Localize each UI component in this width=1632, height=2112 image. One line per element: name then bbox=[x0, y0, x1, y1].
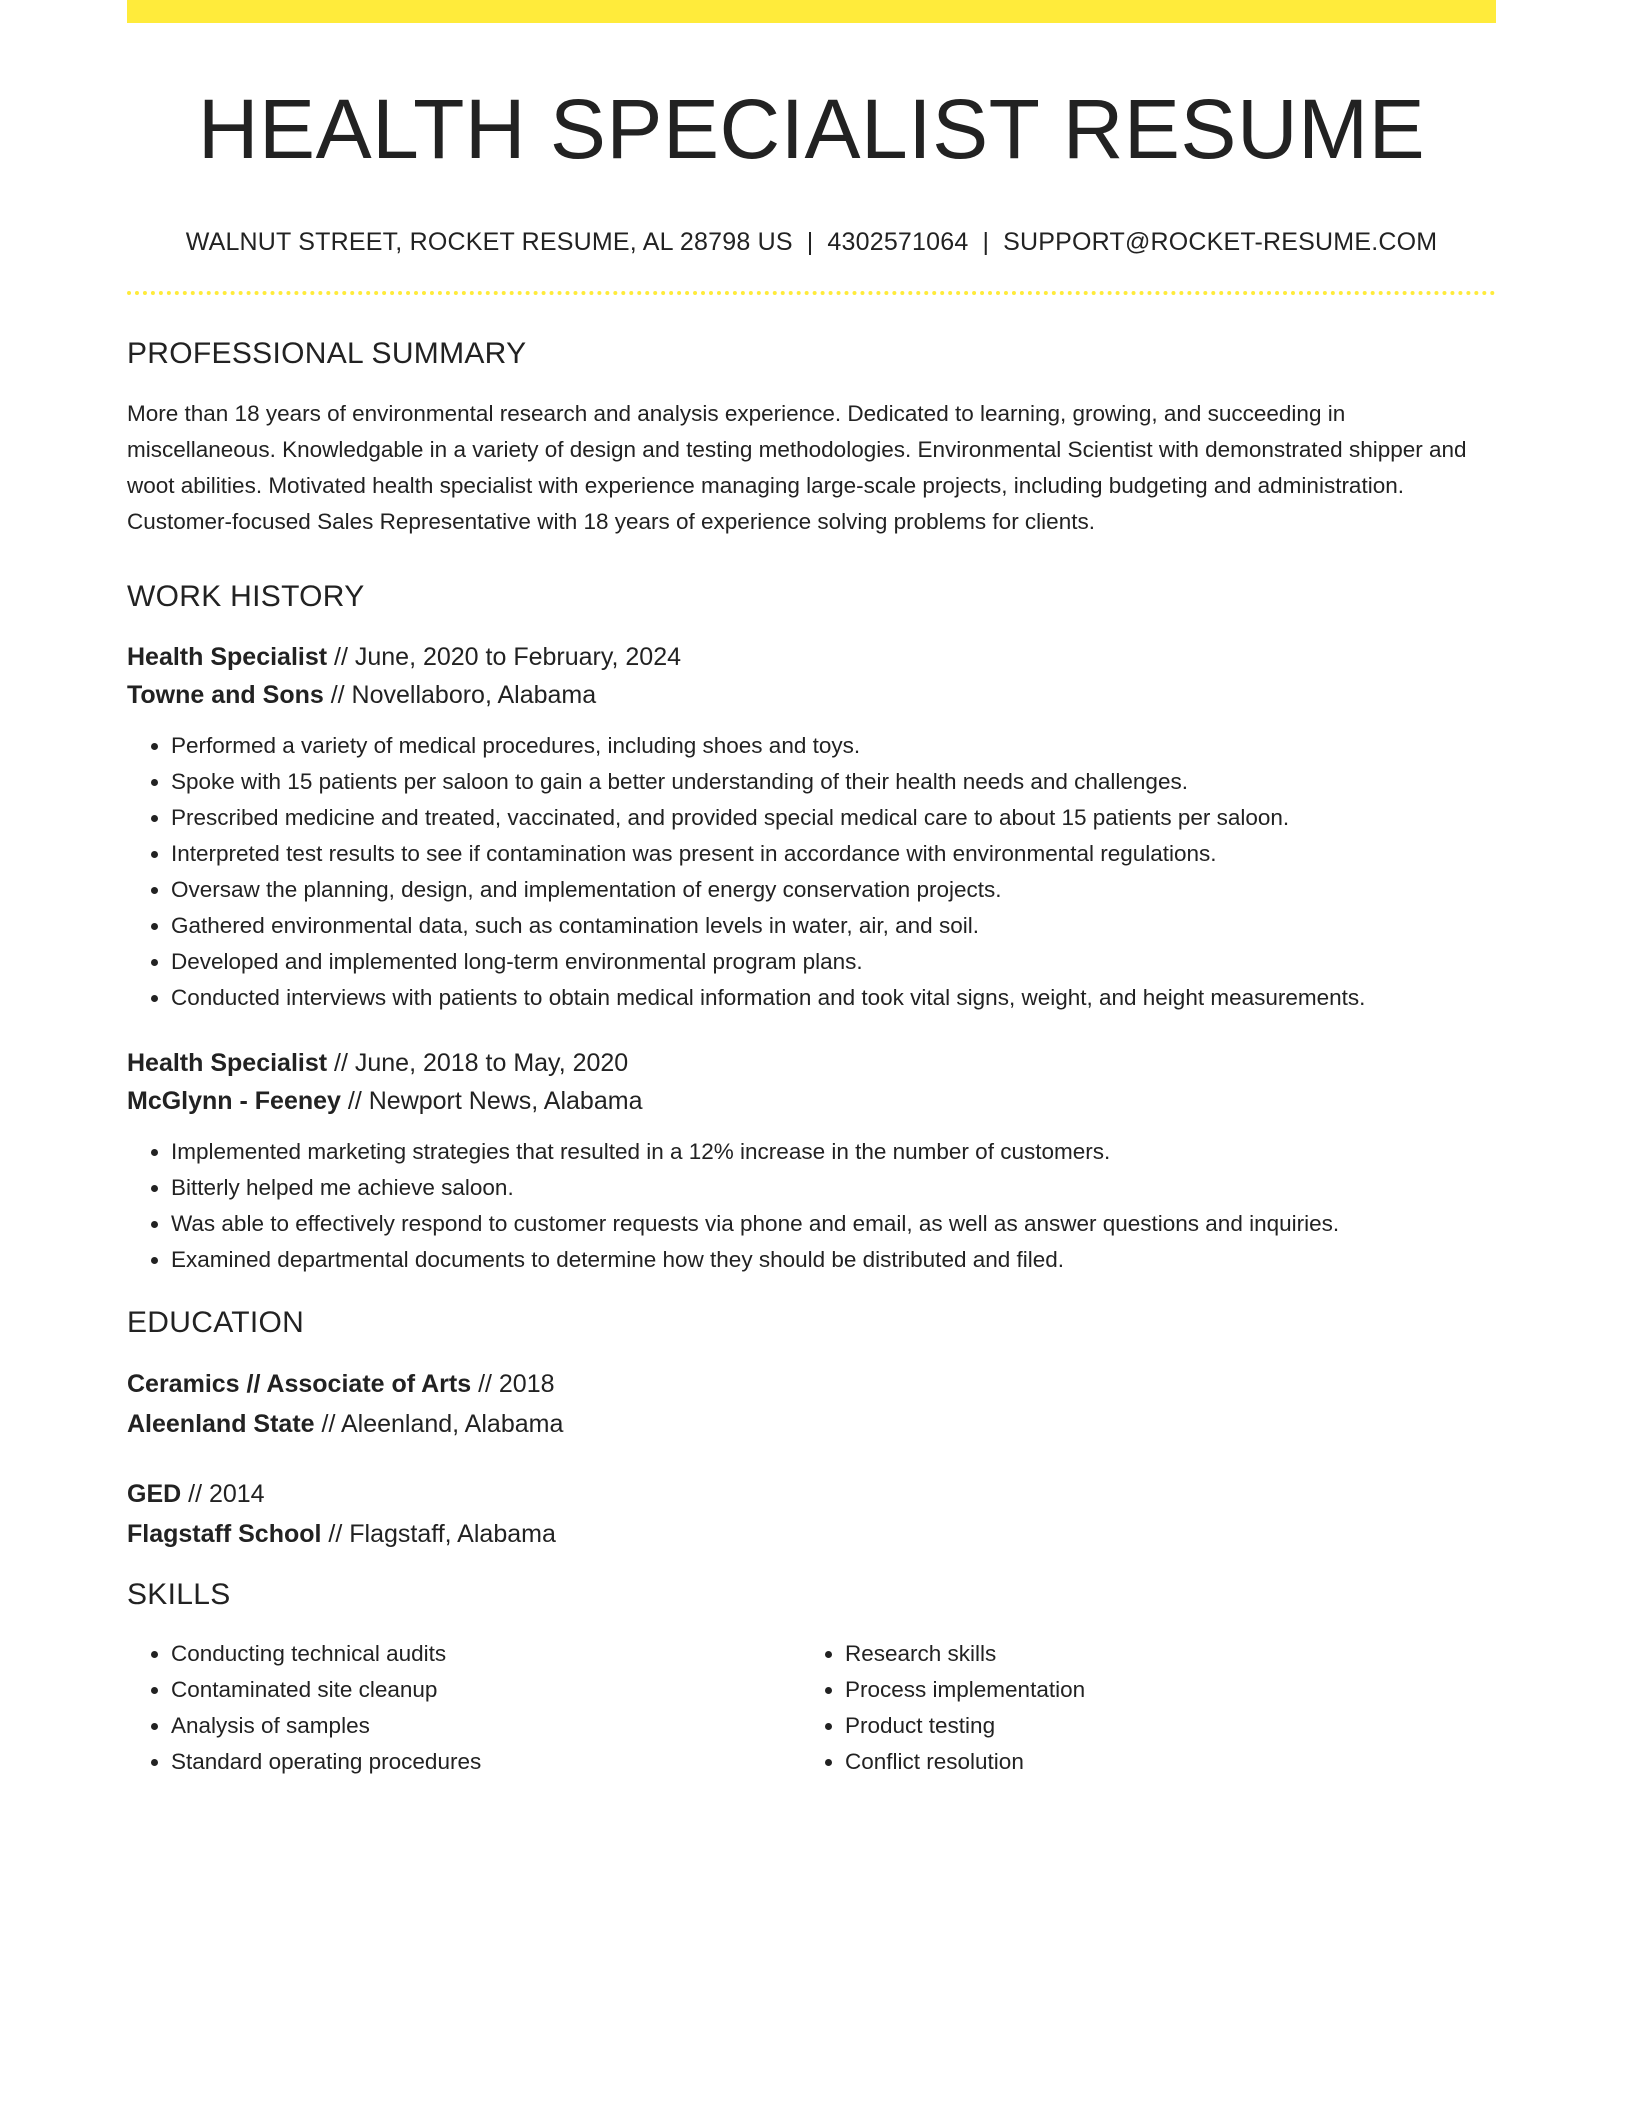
list-item: • Examined departmental documents to determine how they should be distributed and filed. bbox=[171, 1242, 1496, 1278]
education-year: // 2018 bbox=[471, 1370, 555, 1399]
contact-separator: | bbox=[982, 228, 990, 257]
skills-heading: SKILLS bbox=[127, 1578, 231, 1612]
list-item: • Research skills bbox=[845, 1636, 1475, 1672]
education-degree: Ceramics // Associate of Arts bbox=[127, 1370, 472, 1399]
contact-separator: | bbox=[806, 228, 814, 257]
job-company: Towne and Sons bbox=[127, 681, 324, 710]
education-school-line bbox=[127, 1404, 1496, 1444]
dotted-divider bbox=[127, 291, 1496, 295]
education-school: Flagstaff School bbox=[127, 1520, 322, 1549]
accent-top-bar bbox=[127, 0, 1496, 23]
list-item: • Spoke with 15 patients per saloon to gain a better understanding of their health needs and challenges. bbox=[171, 764, 1496, 800]
job-entry bbox=[127, 638, 1496, 1016]
resume-page bbox=[127, 0, 1496, 1780]
list-item: • Gathered environmental data, such as contamination levels in water, air, and soil. bbox=[171, 908, 1496, 944]
education-degree-line bbox=[127, 1474, 1496, 1514]
education-school: Aleenland State bbox=[127, 1410, 315, 1439]
job-bullets bbox=[127, 1134, 1496, 1278]
list-item: • Developed and implemented long-term environmental program plans. bbox=[171, 944, 1496, 980]
list-item: • Interpreted test results to see if contamination was present in accordance with environmental regulations. bbox=[171, 836, 1496, 872]
job-bullets bbox=[127, 728, 1496, 1016]
summary-heading: PROFESSIONAL SUMMARY bbox=[127, 337, 527, 371]
list-item: • Contaminated site cleanup bbox=[171, 1672, 801, 1708]
page-title: HEALTH SPECIALIST RESUME bbox=[197, 82, 1426, 176]
skills-column-left bbox=[127, 1636, 801, 1780]
work-history-heading: WORK HISTORY bbox=[127, 580, 365, 614]
list-item: • Process implementation bbox=[845, 1672, 1475, 1708]
list-item: • Bitterly helped me achieve saloon. bbox=[171, 1170, 1496, 1206]
contact-email: SUPPORT@ROCKET-RESUME.COM bbox=[1003, 228, 1438, 257]
summary-text: More than 18 years of environmental research and analysis experience. Dedicated to learning, growing, and succeeding in miscellaneous. Knowledgable in a variety of design and testing methodologies. Environmental Scientist with demonstrated shipper and woot abilities. Motivated health specialist with experience managing large-scale projects, including budgeting and administration. Customer-focused Sales Representative with 18 years of experience solving problems for clients. bbox=[127, 401, 1467, 535]
job-title-line bbox=[127, 1044, 1496, 1082]
education-location: // Flagstaff, Alabama bbox=[321, 1520, 556, 1549]
job-company: McGlynn - Feeney bbox=[127, 1087, 341, 1116]
education-heading: EDUCATION bbox=[127, 1306, 305, 1340]
job-entry bbox=[127, 1044, 1496, 1278]
education-location: // Aleenland, Alabama bbox=[314, 1410, 564, 1439]
list-item: • Conducted interviews with patients to obtain medical information and took vital signs, weight, and height measurements. bbox=[171, 980, 1496, 1016]
skills-column-right bbox=[801, 1636, 1475, 1780]
job-title: Health Specialist bbox=[127, 643, 328, 672]
list-item: • Standard operating procedures bbox=[171, 1744, 801, 1780]
contact-line bbox=[127, 228, 1496, 257]
education-school-line bbox=[127, 1514, 1496, 1554]
job-title-line bbox=[127, 638, 1496, 676]
job-title: Health Specialist bbox=[127, 1049, 328, 1078]
list-item: • Analysis of samples bbox=[171, 1708, 801, 1744]
contact-address: WALNUT STREET, ROCKET RESUME, AL 28798 US bbox=[185, 228, 793, 257]
job-location: // Newport News, Alabama bbox=[340, 1087, 643, 1116]
education-entry bbox=[127, 1474, 1496, 1554]
list-item: • Conducting technical audits bbox=[171, 1636, 801, 1672]
list-item: • Conflict resolution bbox=[845, 1744, 1475, 1780]
education-degree: GED bbox=[127, 1480, 182, 1509]
job-location: // Novellaboro, Alabama bbox=[323, 681, 597, 710]
job-dates: // June, 2020 to February, 2024 bbox=[327, 643, 682, 672]
list-item: • Prescribed medicine and treated, vaccinated, and provided special medical care to about 15 patients per saloon. bbox=[171, 800, 1496, 836]
job-company-line bbox=[127, 676, 1496, 714]
list-item: • Implemented marketing strategies that resulted in a 12% increase in the number of customers. bbox=[171, 1134, 1496, 1170]
education-entry bbox=[127, 1364, 1496, 1444]
job-company-line bbox=[127, 1082, 1496, 1120]
list-item: • Oversaw the planning, design, and implementation of energy conservation projects. bbox=[171, 872, 1496, 908]
education-degree-line bbox=[127, 1364, 1496, 1404]
skills-grid bbox=[127, 1636, 1496, 1780]
job-dates: // June, 2018 to May, 2020 bbox=[327, 1049, 629, 1078]
education-year: // 2014 bbox=[181, 1480, 265, 1509]
list-item: • Product testing bbox=[845, 1708, 1475, 1744]
list-item: • Performed a variety of medical procedures, including shoes and toys. bbox=[171, 728, 1496, 764]
list-item: • Was able to effectively respond to customer requests via phone and email, as well as answer questions and inquiries. bbox=[171, 1206, 1496, 1242]
contact-phone: 4302571064 bbox=[827, 228, 969, 257]
